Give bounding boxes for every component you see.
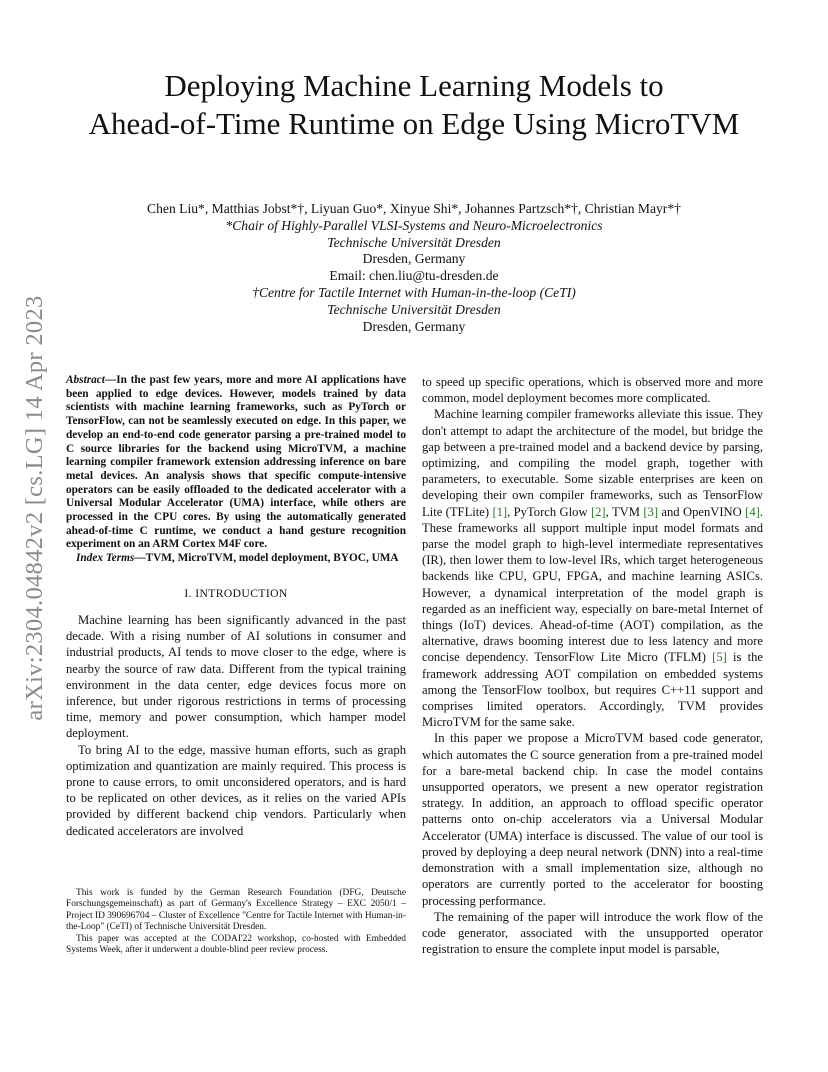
footnote-funding: This work is funded by the German Research Foundation (DFG, Deutsche Forschungsgemeinschaft) as part of Germany's Excellence Strategy – EXC 2050/1 – Project ID 390696704 – Cluster of Excellence "Centre for Tactile Internet with Human-in-the-Loop" (CeTI) of Technische Universität Dresden. [66, 888, 406, 933]
citation-link-4[interactable]: [4] [745, 504, 760, 519]
footnote-acceptance: This paper was accepted at the CODAI'22 workshop, co-hosted with Embedded Systems Week, after it underwent a double-blind peer review process. [66, 933, 406, 956]
paper-title [0, 67, 828, 143]
affiliation-1-university: Technische Universität Dresden [327, 234, 501, 250]
abstract [66, 374, 406, 552]
index-terms [66, 552, 406, 566]
text-run: is the framework addressing AOT compilation on embedded systems among the TensorFlow toolbox, but requires C++11 support and comprises limited operators. Accordingly, TVM provides MicroTVM for the same sake. [422, 650, 763, 730]
abstract-text: —In the past few years, more and more AI applications have been applied to edge devices. However, models trained by data scientists with machine learning frameworks, such as PyTorch or TensorFlow, can not be seamlessly executed on edge. In this paper, we develop an end-to-end code generator parsing a pre-trained model to C source libraries for the backend using MicroTVM, a machine learning compiler framework extension addressing inference on bare metal devices. An analysis shows that specific compute-intensive operators can be easily offloaded to the dedicated accelerator with a Universal Modular Accelerator (UMA) interface, while others are processed in the CPU cores. By using the automatically generated ahead-of-time C runtime, we conduct a hand gesture recognition experiment on an ARM Cortex M4F core. [66, 374, 406, 551]
footnotes [66, 888, 406, 956]
author-block [0, 201, 828, 335]
citation-link-3[interactable]: [3] [643, 504, 659, 519]
index-terms-text: —TVM, MicroTVM, model deployment, BYOC, UMA [134, 552, 399, 565]
affiliation-2-name: †Centre for Tactile Internet with Human-in-the-loop (CeTI) [252, 284, 576, 300]
section-heading-introduction: I. INTRODUCTION [184, 586, 288, 600]
text-run: . These frameworks all support multiple input model formats and parse the model graph to high-level intermediate representatives (IR), then lower them to low-level IRs, which target heterogeneous backends like CPU, GPU, FPGA, and machine learning ASICs. However, a dynamical interpretation of the model graph is regarded as an inefficient way, especially on bare-metal Internet of things (IoT) devices. Ahead-of-time (AOT) compilation, as the alternative, draws booming interest due to less latency and more concise dependency. TensorFlow Lite Micro (TFLM) [422, 504, 763, 665]
intro-paragraph-5: The remaining of the paper will introduce the work flow of the code generator, associated with the unsupported operator registration to ensure the complete input model is parsable, [422, 909, 763, 957]
affiliation-1-city: Dresden, Germany [362, 251, 466, 267]
intro-paragraph-4: In this paper we propose a MicroTVM based code generator, which automates the C source generation from a pre-trained model for a bare-metal backend chip. In case the model contains unsupported operators, we present a new operator registration strategy. In addition, an approach to offload specific operator patterns onto on-chip accelerators via a Universal Modular Accelerator (UMA) interface is discussed. The value of our tool is proved by deploying a deep neural network (DNN) into a real-time demonstration with a small implementation size, although no operators are currently ported to the accelerator for boosting processing performance. [422, 731, 763, 908]
arxiv-identifier: arXiv:2304.04842v2 [cs.LG] 14 Apr 2023 [21, 295, 48, 721]
citation-link-5[interactable]: [5] [712, 650, 727, 665]
intro-paragraph-continued: to speed up specific operations, which is observed more and more common, model deployment becomes more complicated. [422, 375, 763, 406]
affiliation-2-university: Technische Universität Dresden [327, 301, 501, 317]
intro-paragraph-2: To bring AI to the edge, massive human efforts, such as graph optimization and quantization are mainly required. This process is prone to cause errors, to omit unconsidered operators, and is hard to be replicated on other devices, as it relies on the varied APIs provided by different backend chip vendors. Particularly when dedicated accelerators are involved [66, 742, 406, 838]
intro-paragraph-1: Machine learning has been significantly advanced in the past decade. With a rising number of AI solutions in consumer and industrial products, AI tends to move closer to the edge, where is nearby the source of raw data. Different from the typical training environment in the data center, edge devices focus more on inference, but under rigorous restrictions in terms of processing time, memory and power consumption, which hamper model deployment. [66, 613, 406, 741]
text-run: , TVM [605, 504, 644, 519]
title-line-1: Deploying Machine Learning Models to [164, 68, 664, 103]
title-line-2: Ahead-of-Time Runtime on Edge Using MicroTVM [88, 106, 740, 141]
left-column [66, 374, 406, 839]
arxiv-sidebar-stamp [14, 0, 56, 1072]
citation-link-1[interactable]: [1] [492, 504, 508, 519]
affiliation-2-city: Dresden, Germany [362, 318, 466, 334]
author-names: Chen Liu*, Matthias Jobst*†, Liyuan Guo*, Xinyue Shi*, Johannes Partzsch*†, Christian Mayr*† [147, 201, 681, 216]
index-terms-label: Index Terms [76, 552, 135, 565]
right-column [422, 374, 763, 957]
author-email: Email: chen.liu@tu-dresden.de [329, 268, 499, 284]
text-run: and OpenVINO [658, 504, 746, 519]
text-run: , PyTorch Glow [507, 504, 591, 519]
abstract-label: Abstract [66, 374, 105, 386]
intro-paragraph-3 [422, 406, 763, 730]
text-run: Machine learning compiler frameworks alleviate this issue. They don't attempt to adapt the architecture of the model, but bridge the gap between a pre-trained model and a backend device by parsing, optimizing, and compiling the model graph, together with parameters, to executable. Some sizable enterprises are keen on developing their own compiler frameworks, such as TensorFlow Lite (TFLite) [422, 407, 763, 519]
affiliation-1-name: *Chair of Highly-Parallel VLSI-Systems and Neuro-Microelectronics [225, 217, 603, 233]
citation-link-2[interactable]: [2] [590, 504, 606, 519]
